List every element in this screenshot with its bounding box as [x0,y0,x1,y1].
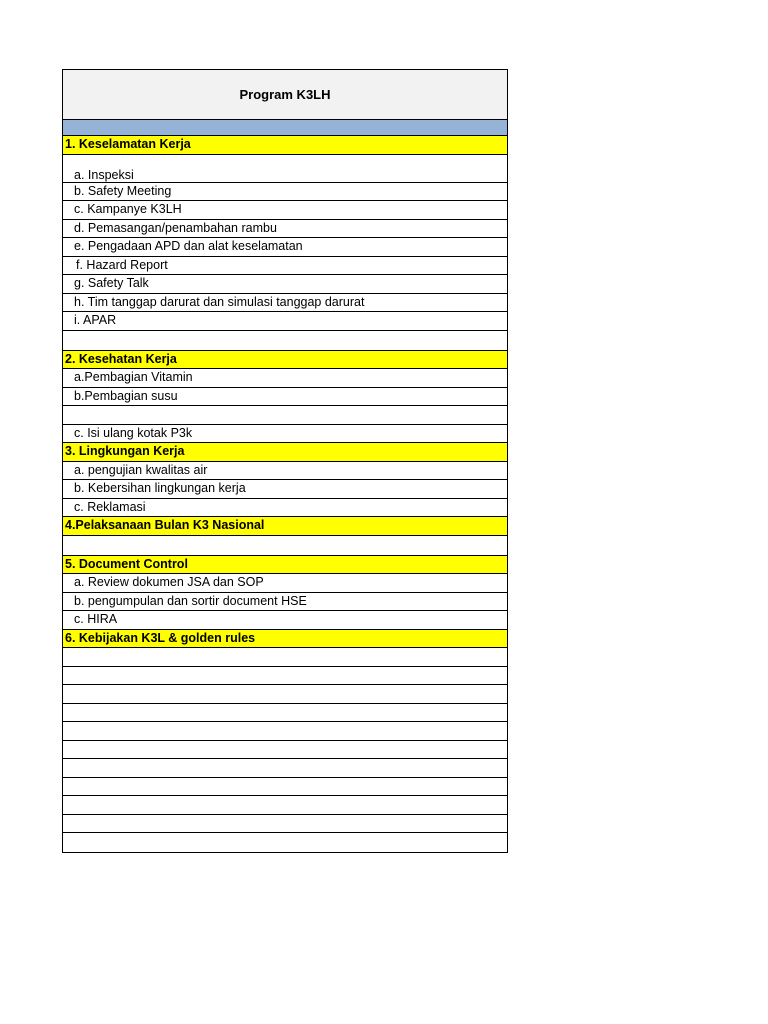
list-item: e. Pengadaan APD dan alat keselamatan [63,238,507,257]
list-item: c. Kampanye K3LH [63,201,507,220]
list-item: c. Isi ulang kotak P3k [63,425,507,444]
section-lingkungan-kerja: 3. Lingkungan Kerja [63,443,507,462]
section-kesehatan-kerja: 2. Kesehatan Kerja [63,351,507,370]
empty-row [63,406,507,425]
table-title: Program K3LH [63,70,507,120]
list-item: a. Inspeksi [63,155,507,183]
empty-row [63,722,507,741]
empty-row [63,759,507,778]
empty-row [63,648,507,667]
list-item: a.Pembagian Vitamin [63,369,507,388]
empty-row [63,536,507,556]
header-band [63,120,507,136]
list-item: b. Kebersihan lingkungan kerja [63,480,507,499]
empty-row [63,815,507,834]
list-item: f. Hazard Report [63,257,507,276]
empty-row [63,331,507,351]
list-item: i. APAR [63,312,507,331]
list-item: a. Review dokumen JSA dan SOP [63,574,507,593]
empty-row [63,796,507,815]
empty-row [63,741,507,760]
k3lh-program-table [62,69,508,853]
list-item: d. Pemasangan/penambahan rambu [63,220,507,239]
list-item: a. pengujian kwalitas air [63,462,507,481]
list-item: g. Safety Talk [63,275,507,294]
list-item: b. pengumpulan dan sortir document HSE [63,593,507,612]
list-item: b.Pembagian susu [63,388,507,407]
section-bulan-k3-nasional: 4.Pelaksanaan Bulan K3 Nasional [63,517,507,536]
empty-row [63,833,507,852]
empty-row [63,704,507,723]
list-item: c. HIRA [63,611,507,630]
empty-row [63,685,507,704]
empty-row [63,778,507,797]
section-keselamatan-kerja: 1. Keselamatan Kerja [63,136,507,155]
section-document-control: 5. Document Control [63,556,507,575]
empty-row [63,667,507,686]
list-item: h. Tim tanggap darurat dan simulasi tanggap darurat [63,294,507,313]
list-item: c. Reklamasi [63,499,507,518]
list-item: b. Safety Meeting [63,183,507,202]
section-kebijakan-k3l: 6. Kebijakan K3L & golden rules [63,630,507,649]
